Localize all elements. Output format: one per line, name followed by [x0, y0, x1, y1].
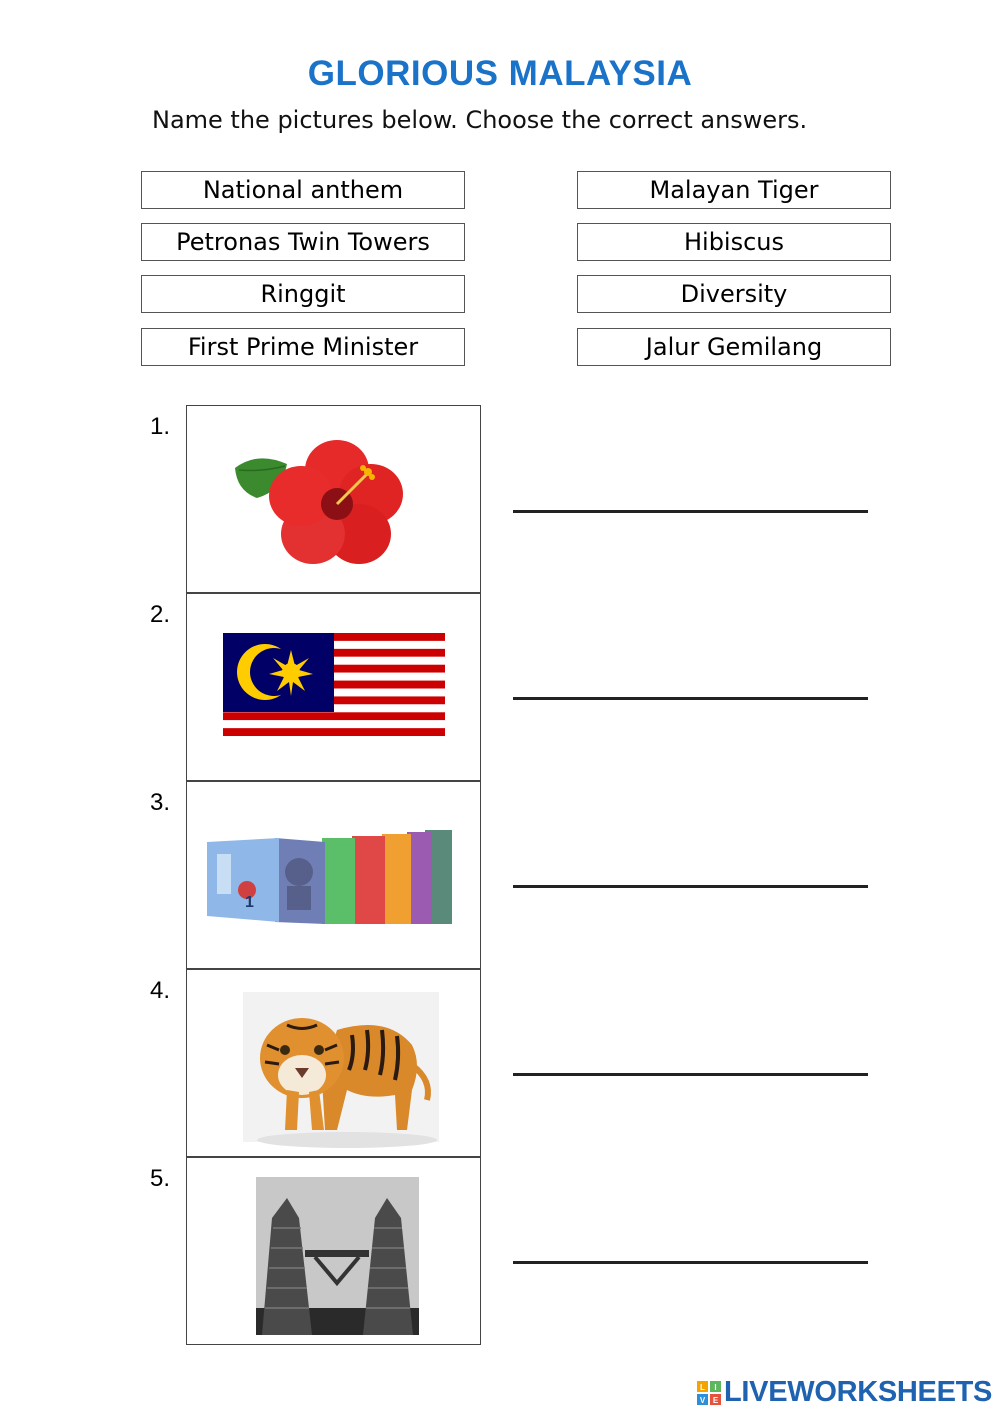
- option-malayan-tiger[interactable]: Malayan Tiger: [577, 171, 891, 209]
- flag-stripe: [223, 728, 445, 736]
- option-diversity[interactable]: Diversity: [577, 275, 891, 313]
- logo-letter: V: [699, 1395, 706, 1405]
- worksheet-instruction: Name the pictures below. Choose the correct answers.: [152, 106, 808, 134]
- question-number: 2.: [150, 601, 171, 628]
- hibiscus-image: [186, 405, 481, 593]
- question-number: 4.: [150, 977, 171, 1004]
- logo-letter: L: [700, 1382, 705, 1392]
- logo-letter: E: [712, 1395, 719, 1405]
- option-jalur-gemilang[interactable]: Jalur Gemilang: [577, 328, 891, 366]
- option-ringgit[interactable]: Ringgit: [141, 275, 465, 313]
- answer-line-2[interactable]: [513, 697, 868, 700]
- ringgit-banknotes-image: [186, 781, 481, 969]
- malaysia-flag-image: [186, 593, 481, 781]
- liveworksheets-logo-icon: [697, 1381, 721, 1405]
- worksheet-title: GLORIOUS MALAYSIA: [307, 54, 693, 93]
- liveworksheets-logo[interactable]: [697, 1376, 992, 1409]
- malayan-tiger-image: [186, 969, 481, 1157]
- question-number: 1.: [150, 413, 171, 440]
- logo-letter: I: [714, 1382, 717, 1392]
- option-national-anthem[interactable]: National anthem: [141, 171, 465, 209]
- answer-line-3[interactable]: [513, 885, 868, 888]
- flag-stripe: [223, 712, 445, 720]
- petronas-towers-image: [186, 1157, 481, 1345]
- option-hibiscus[interactable]: Hibiscus: [577, 223, 891, 261]
- question-number: 3.: [150, 789, 171, 816]
- flag-stripe: [223, 720, 445, 728]
- question-number: 5.: [150, 1165, 171, 1192]
- brand-name: LIVEWORKSHEETS: [724, 1376, 993, 1408]
- svg-text:1: 1: [245, 894, 254, 911]
- answer-line-5[interactable]: [513, 1261, 868, 1264]
- answer-line-1[interactable]: [513, 510, 868, 513]
- option-first-prime-minister[interactable]: First Prime Minister: [141, 328, 465, 366]
- option-petronas-twin-towers[interactable]: Petronas Twin Towers: [141, 223, 465, 261]
- answer-line-4[interactable]: [513, 1073, 868, 1076]
- flag-stripe: [223, 736, 445, 744]
